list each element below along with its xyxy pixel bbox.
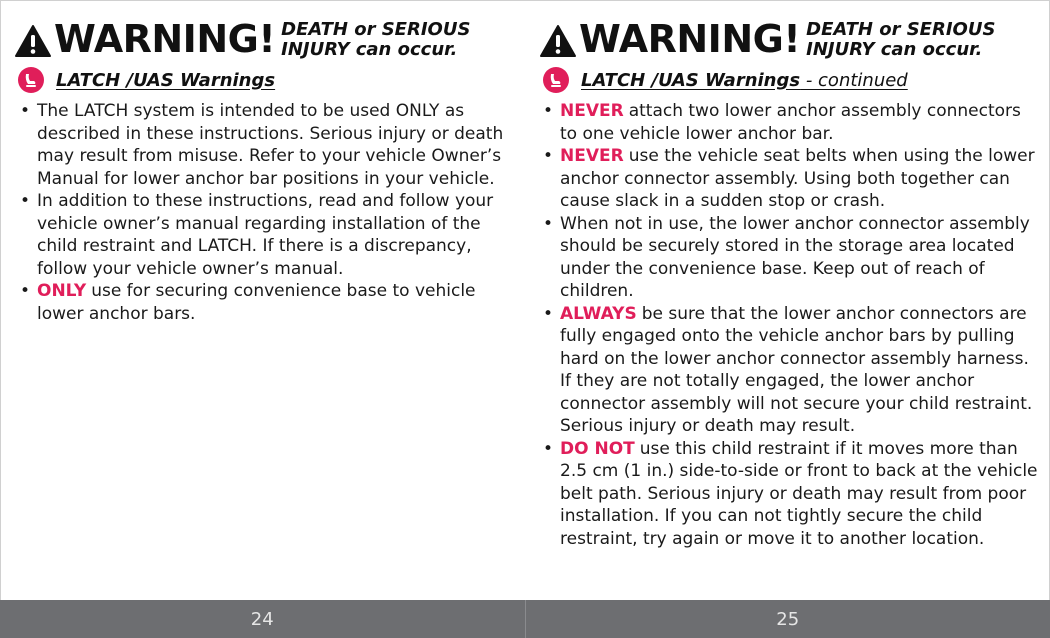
warning-subtitle-line1: DEATH or SERIOUS [281, 19, 471, 40]
bullet-keyword: ALWAYS [560, 303, 637, 324]
list-item [20, 280, 510, 325]
bullet-text: In addition to these instructions, read and follow your vehicle owner’s manual regarding installation of the child restraint and LATCH. If there is a discrepancy, follow your vehicle owner’s manual. [37, 191, 494, 279]
warning-subtitle [281, 14, 470, 60]
warning-subtitle-line1: DEATH or SERIOUS [806, 19, 996, 40]
bullet-text: use the vehicle seat belts when using the lower anchor connector assembly. Using both together can cause slack in a sudden stop or crash. [560, 146, 1035, 211]
list-item [543, 303, 1043, 438]
list-item [20, 190, 510, 280]
car-seat-icon [543, 67, 569, 93]
bullet-text: use this child restraint if it moves more than 2.5 cm (1 in.) side-to-side or front to back at the vehicle belt path. Serious injury or death may result from poor installation. If you can not tightly secure the child restraint, try again or move it to another location. [560, 438, 1038, 549]
bullet-keyword: NEVER [560, 101, 624, 121]
bullet-text: use for securing convenience base to vehicle lower anchor bars. [37, 281, 476, 324]
page-number-right: 25 [776, 608, 800, 630]
warning-subtitle-line2: INJURY can occur. [806, 39, 983, 60]
warning-header [14, 14, 470, 70]
page-left [0, 0, 525, 600]
warning-subtitle [806, 14, 995, 60]
bullet-keyword: NEVER [560, 146, 624, 166]
section-heading [18, 66, 275, 94]
warning-triangle-icon [539, 24, 577, 58]
warning-header [539, 14, 995, 70]
warning-list [543, 100, 1043, 550]
list-item [543, 213, 1043, 303]
warning-triangle-icon [14, 24, 52, 58]
page-number-left: 24 [0, 600, 526, 638]
list-item [543, 145, 1043, 213]
section-title: LATCH /UAS Warnings [56, 69, 276, 91]
bullet-keyword: ONLY [37, 281, 87, 301]
bullet-text: attach two lower anchor assembly connectors to one vehicle lower anchor bar. [560, 101, 1021, 144]
bullet-text: be sure that the lower anchor connectors are fully engaged onto the vehicle anchor bars by pulling hard on the lower anchor connector assembly harness. If they are not totally engaged, the lower anchor connector assembly will not secure your child restraint. Serious injury or death may result. [560, 303, 1033, 436]
section-title-suffix: - continued [800, 69, 908, 91]
warning-subtitle-line2: INJURY can occur. [281, 39, 458, 60]
warning-list [20, 100, 510, 325]
section-title: LATCH /UAS Warnings [581, 69, 801, 91]
section-heading [543, 66, 908, 94]
page-right [525, 0, 1050, 600]
bullet-text: The LATCH system is intended to be used ONLY as described in these instructions. Serious injury or death may result from misuse. Refer to your vehicle Owner’s Manual for lower anchor bar positions in your vehicle. [37, 101, 504, 189]
warning-word: WARNING! [54, 17, 276, 61]
list-item [543, 438, 1043, 551]
list-item [543, 100, 1043, 145]
bullet-text: When not in use, the lower anchor connector assembly should be securely stored in the storage area located under the convenience base. Keep out of reach of children. [560, 213, 1030, 301]
car-seat-icon [18, 67, 44, 93]
bullet-keyword: DO NOT [560, 438, 635, 459]
warning-word: WARNING! [579, 17, 801, 61]
list-item [20, 100, 510, 190]
page-footer [0, 600, 1050, 638]
